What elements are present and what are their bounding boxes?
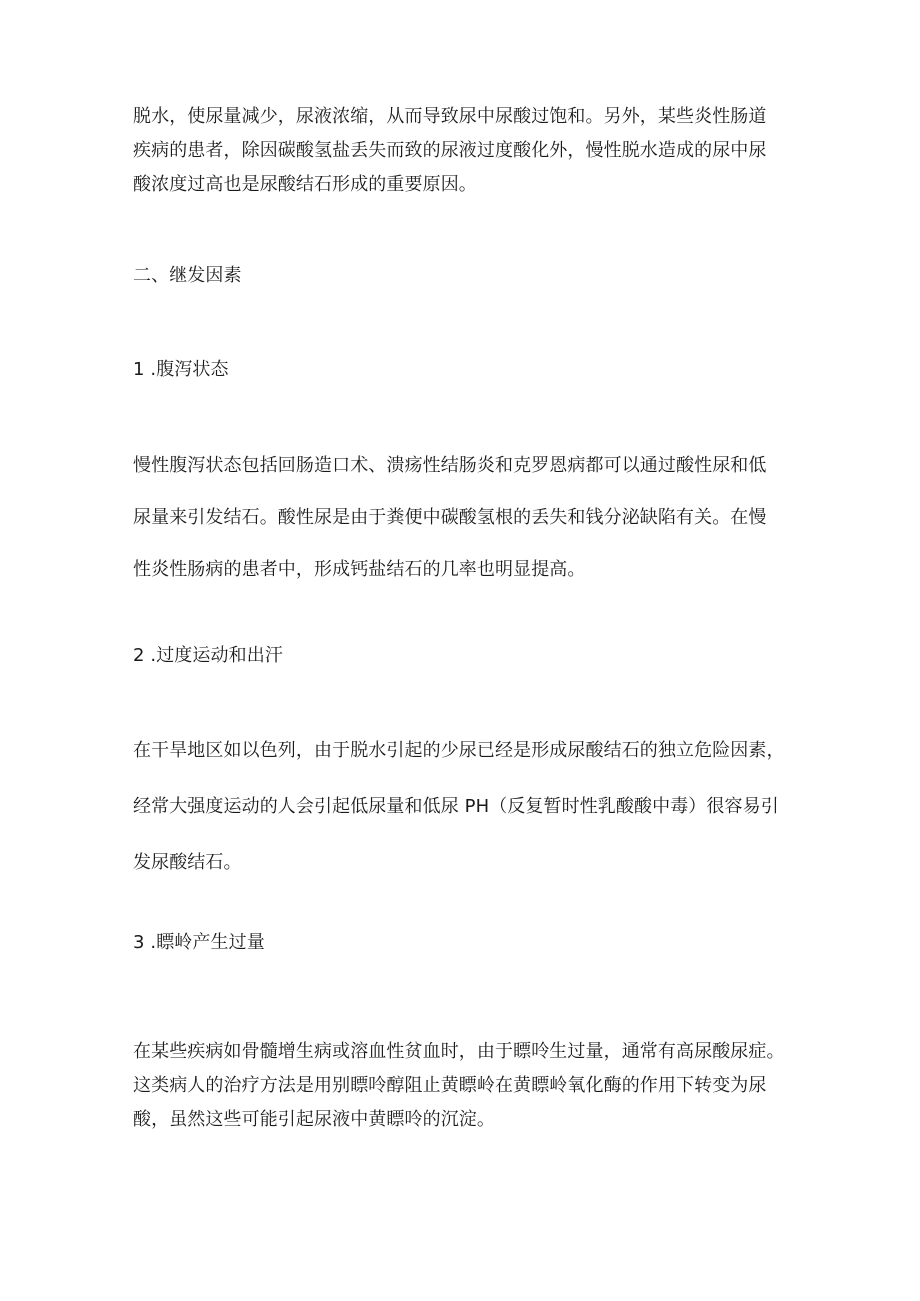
paragraph-line: 发尿酸结石。 <box>133 852 242 873</box>
item-heading-exercise: 2 .过度运动和出汗 <box>133 645 283 666</box>
paragraph-line: 疾病的患者，除因碳酸氢盐丢失而致的尿液过度酸化外，慢性脱水造成的尿中尿 <box>133 140 767 161</box>
section-heading-secondary-factors: 二、继发因素 <box>133 265 242 286</box>
paragraph-diarrhea <box>133 440 813 596</box>
paragraph-line: 脱水，使尿量减少，尿液浓缩，从而导致尿中尿酸过饱和。另外，某些炎性肠道 <box>133 106 767 127</box>
paragraph-line: 尿量来引发结石。酸性尿是由于粪便中碳酸氢根的丢失和钱分泌缺陷有关。在慢 <box>133 507 767 528</box>
item-heading-diarrhea: 1 .腹泻状态 <box>133 359 229 380</box>
paragraph-line: 性炎性肠病的患者中，形成钙盐结石的几率也明显提高。 <box>133 559 586 580</box>
paragraph-line: 酸浓度过高也是尿酸结石形成的重要原因。 <box>133 174 477 195</box>
paragraph-line: 酸，虽然这些可能引起尿液中黄瞟呤的沉淀。 <box>133 1109 495 1130</box>
paragraph-line: 这类病人的治疗方法是用别瞟呤醇阻止黄瞟岭在黄瞟岭氧化酶的作用下转变为尿 <box>133 1075 767 1096</box>
item-heading-purine: 3 .瞟岭产生过量 <box>133 932 265 953</box>
paragraph-line: 在某些疾病如骨髓增生病或溶血性贫血时，由于瞟呤生过量，通常有高尿酸尿症。 <box>133 1041 785 1062</box>
paragraph-purine <box>133 1035 813 1137</box>
paragraph-dehydration <box>133 100 813 202</box>
paragraph-exercise <box>133 723 813 891</box>
paragraph-line: 慢性腹泻状态包括回肠造口术、溃疡性结肠炎和克罗恩病都可以通过酸性尿和低 <box>133 455 767 476</box>
paragraph-line: 经常大强度运动的人会引起低尿量和低尿 PH（反复暂时性乳酸酸中毒）很容易引 <box>133 796 779 817</box>
paragraph-line: 在干旱地区如以色列，由于脱水引起的少尿已经是形成尿酸结石的独立危险因素， <box>133 740 785 761</box>
